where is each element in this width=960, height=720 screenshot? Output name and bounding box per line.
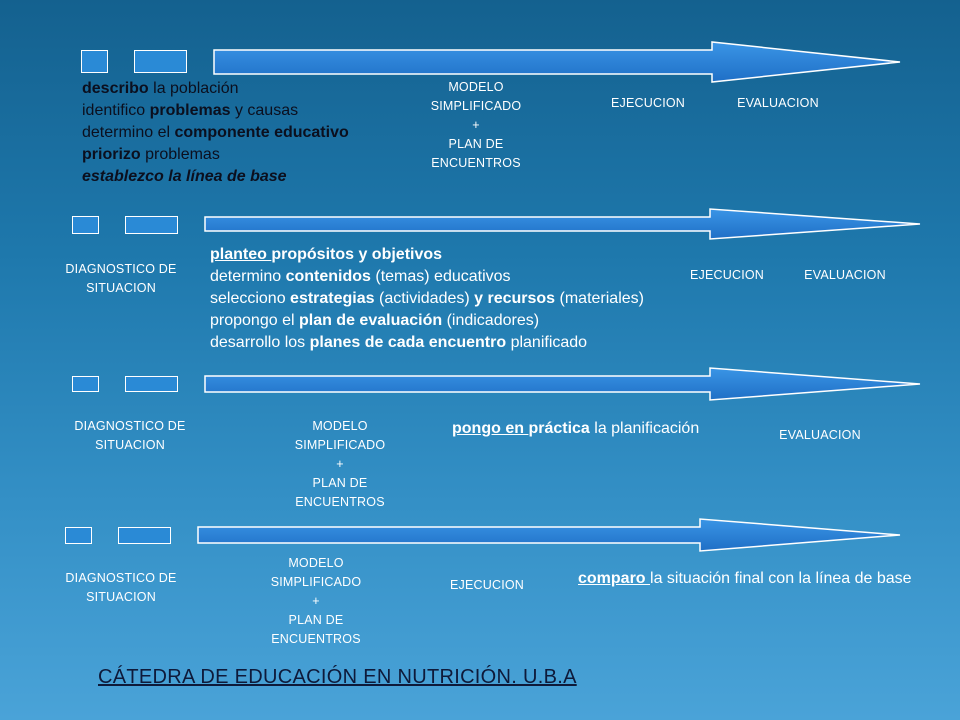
label-line: DIAGNOSTICO DE [65, 262, 177, 276]
text-line: selecciono estrategias (actividades) y recursos (materiales) [210, 290, 644, 307]
label-line: SITUACION [95, 438, 165, 452]
row3-modelo-label [270, 417, 410, 512]
label-line: + [472, 118, 480, 132]
text-line: establezco la línea de base [82, 168, 287, 185]
step-box [134, 50, 187, 73]
row4-description [578, 568, 912, 590]
step-box [125, 216, 178, 234]
label-line: ENCUENTROS [295, 495, 385, 509]
text-line: comparo la situación final con la línea de base [578, 570, 912, 587]
step-box [65, 527, 92, 544]
row3-description [452, 418, 699, 440]
step-box [118, 527, 171, 544]
label-line: ENCUENTROS [431, 156, 521, 170]
text-line: priorizo problemas [82, 146, 220, 163]
label-line: + [336, 457, 344, 471]
row3-evaluacion-label: EVALUACION [779, 428, 861, 442]
row1-ejecucion-label: EJECUCION [610, 96, 686, 110]
arrow-1 [214, 42, 900, 82]
label-line: SIMPLIFICADO [430, 99, 522, 113]
label-line: MODELO [448, 80, 504, 94]
text-line: desarrollo los planes de cada encuentro planificado [210, 334, 588, 351]
row4-modelo-label [246, 554, 386, 649]
label-line: DIAGNOSTICO DE [65, 571, 177, 585]
arrow-2 [205, 209, 920, 239]
step-box [72, 216, 99, 234]
text-line: pongo en práctica la planificación [452, 420, 700, 437]
step-box [125, 376, 178, 392]
footer-title: CÁTEDRA DE EDUCACIÓN EN NUTRICIÓN. U.B.A [98, 666, 577, 688]
step-box [72, 376, 99, 392]
label-line: SITUACION [86, 281, 156, 295]
row1-evaluacion-label: EVALUACION [737, 96, 819, 110]
label-line: + [312, 594, 320, 608]
text-line: describo la población [82, 80, 239, 97]
text-line: planteo propósitos y objetivos [210, 246, 443, 263]
label-line: DIAGNOSTICO DE [74, 419, 186, 433]
label-line: PLAN DE [312, 476, 368, 490]
step-box [81, 50, 108, 73]
label-line: MODELO [312, 419, 368, 433]
row1-description [82, 78, 349, 188]
label-line: ENCUENTROS [271, 632, 361, 646]
row2-description [210, 244, 644, 354]
text-line: propongo el plan de evaluación (indicadores) [210, 312, 540, 329]
label-line: PLAN DE [448, 137, 504, 151]
arrow-4 [198, 519, 900, 551]
row2-evaluacion-label: EVALUACION [804, 268, 886, 282]
row2-ejecucion-label: EJECUCION [689, 268, 765, 282]
arrow-3 [205, 368, 920, 400]
row4-diagnostico-label [46, 569, 196, 607]
row2-diagnostico-label [46, 260, 196, 298]
row3-diagnostico-label [55, 417, 205, 455]
text-line: determino contenidos (temas) educativos [210, 268, 511, 285]
text-line: determino el componente educativo [82, 124, 349, 141]
text-line: identifico problemas y causas [82, 102, 299, 119]
label-line: PLAN DE [288, 613, 344, 627]
row4-ejecucion-label: EJECUCION [449, 578, 525, 592]
label-line: SIMPLIFICADO [270, 575, 362, 589]
row1-modelo-label [406, 78, 546, 173]
label-line: MODELO [288, 556, 344, 570]
label-line: SITUACION [86, 590, 156, 604]
label-line: SIMPLIFICADO [294, 438, 386, 452]
